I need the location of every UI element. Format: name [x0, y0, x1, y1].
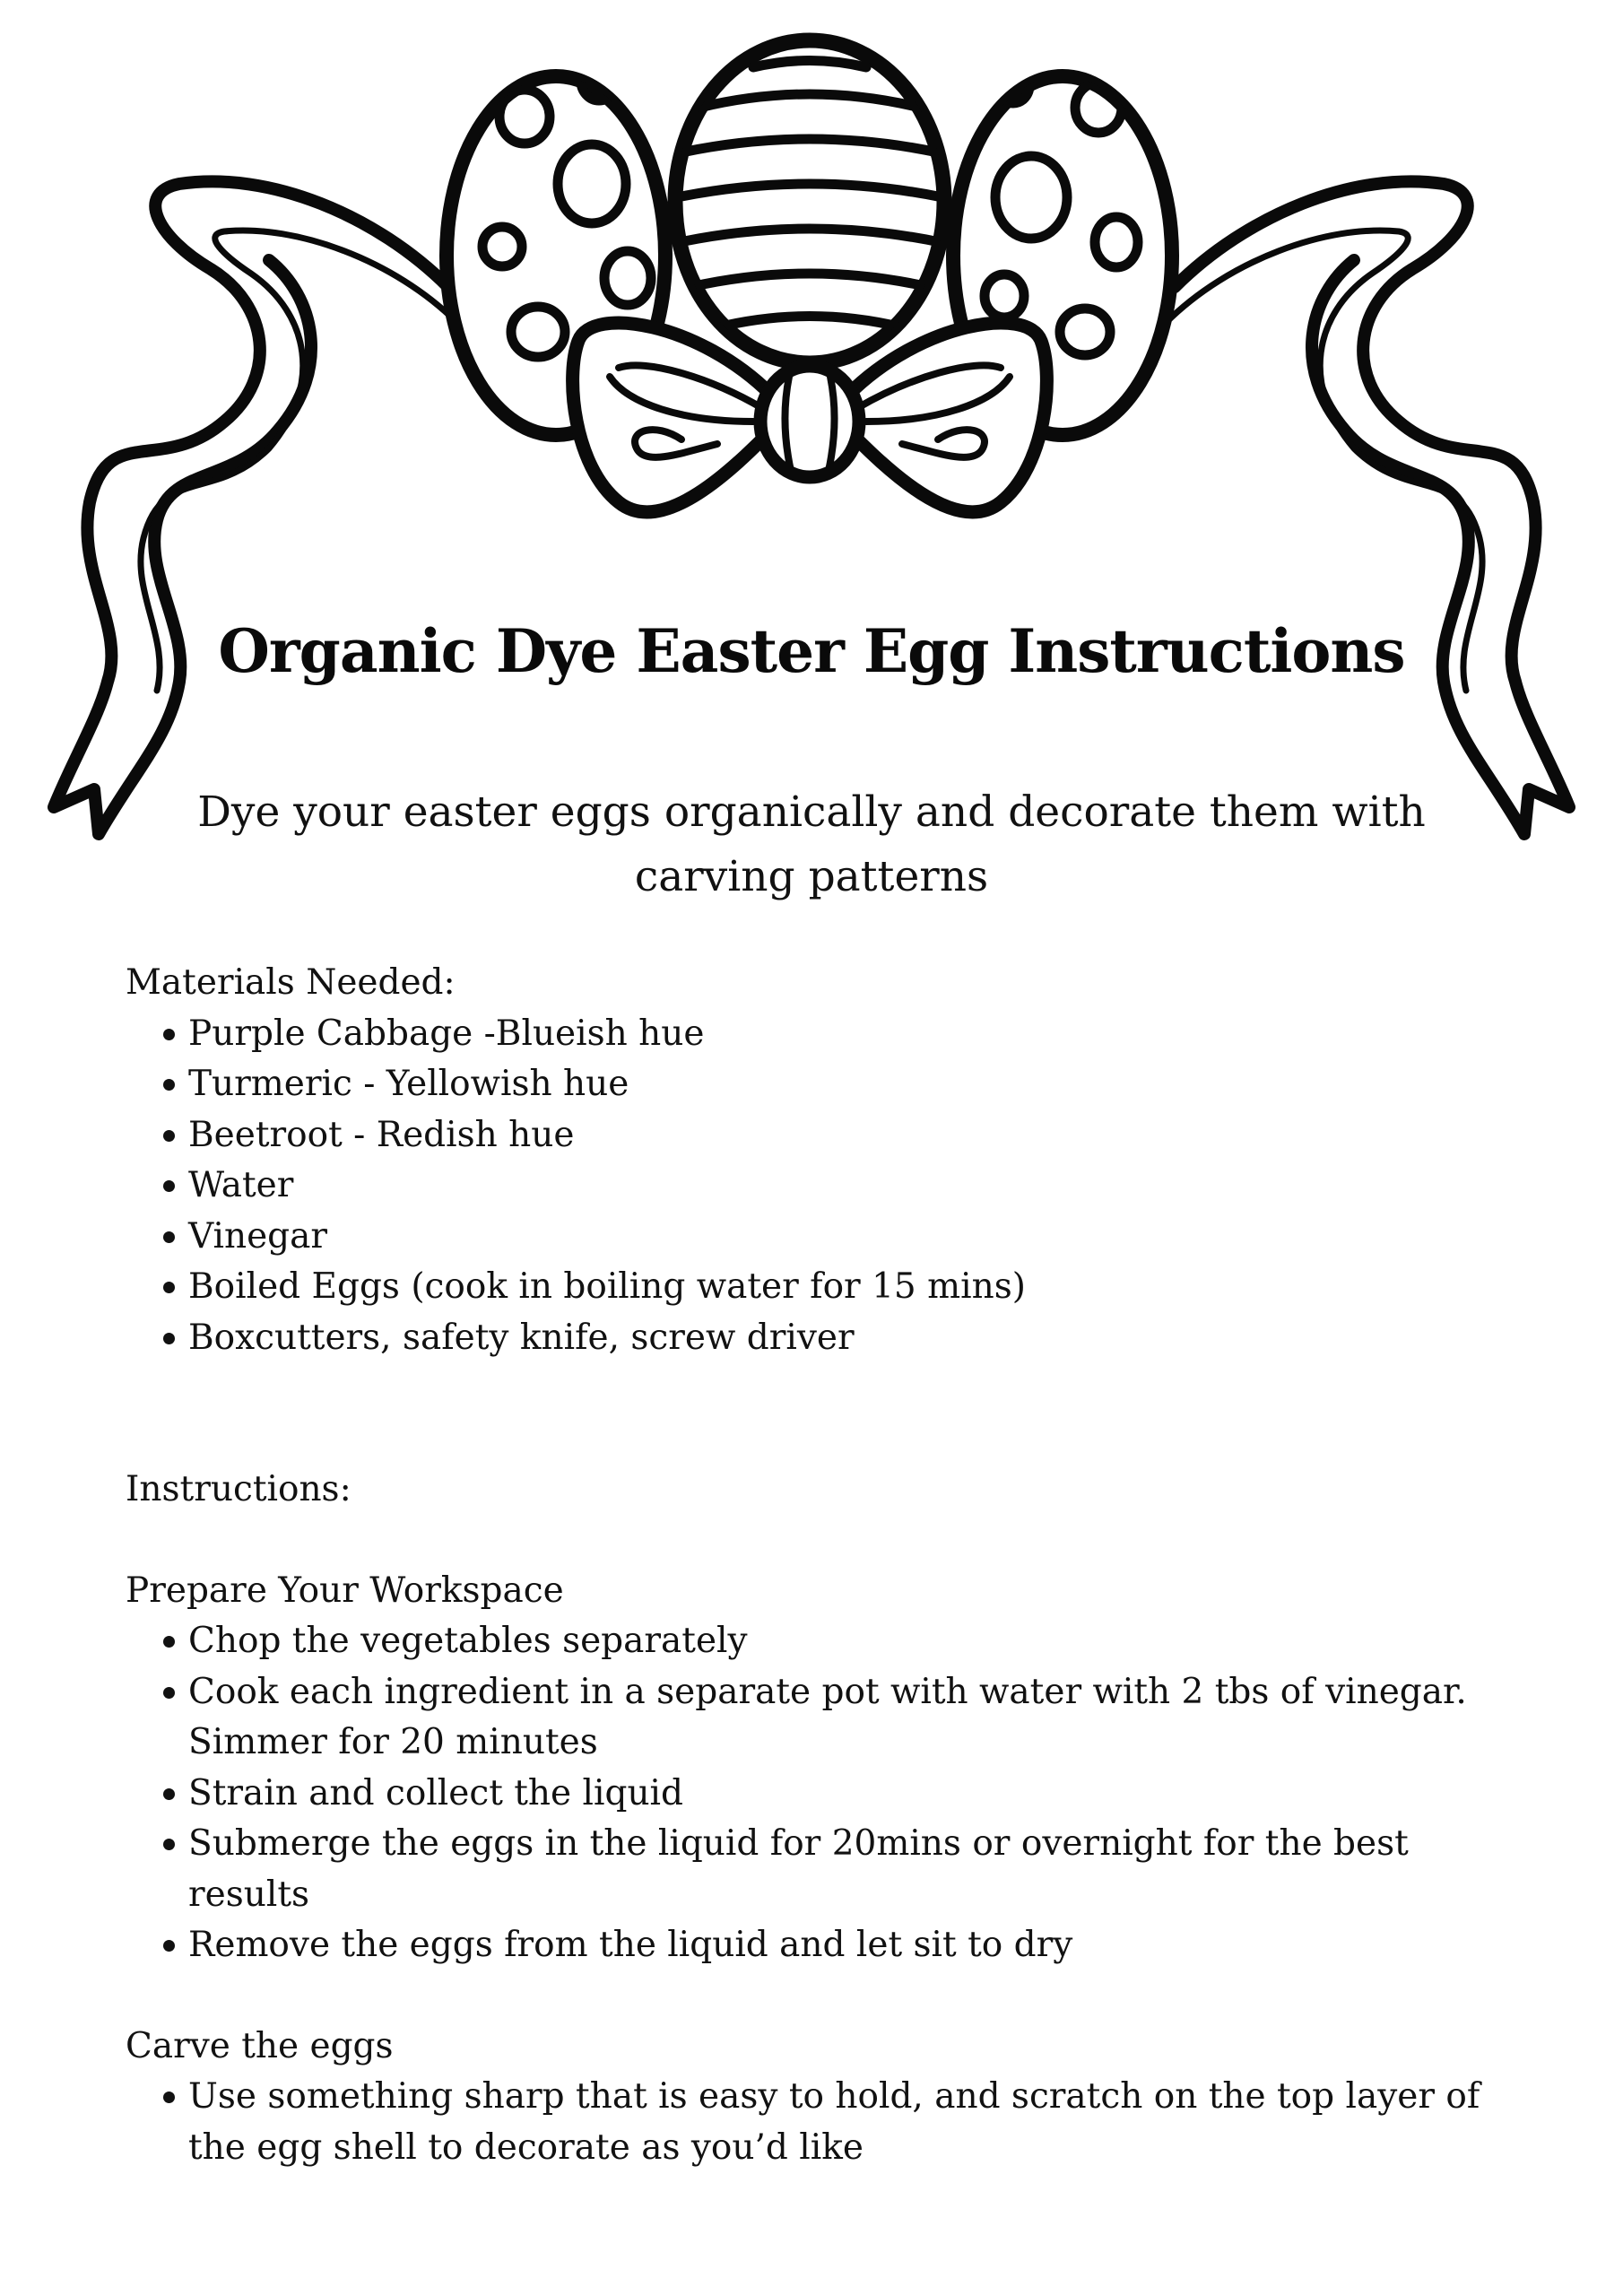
page-subtitle: Dye your easter eggs organically and decorate them with carving patterns — [197, 787, 1426, 901]
prepare-step: Submerge the eggs in the liquid for 20mins or overnight for the best results — [126, 1819, 1524, 1920]
left-ribbon — [54, 181, 457, 834]
carve-step: Use something sharp that is easy to hold, and scratch on the top layer of the egg shell to decorate as you’d like — [126, 2072, 1524, 2173]
prepare-step: Chop the vegetables separately — [126, 1616, 1524, 1667]
materials-item: Purple Cabbage -Blueish hue — [126, 1009, 1524, 1060]
prepare-step: Remove the eggs from the liquid and let sit to dry — [126, 1920, 1524, 1971]
spacer — [126, 1363, 1524, 1465]
materials-item: Turmeric - Yellowish hue — [126, 1059, 1524, 1110]
materials-item: Beetroot - Redish hue — [126, 1110, 1524, 1161]
right-ribbon — [1166, 181, 1569, 834]
materials-item: Water — [126, 1161, 1524, 1212]
prepare-workspace-list — [126, 1616, 1524, 1971]
middle-striped-egg — [675, 40, 944, 363]
materials-heading: Materials Needed: — [126, 962, 456, 1003]
materials-list — [126, 1009, 1524, 1364]
materials-item: Boiled Eggs (cook in boiling water for 15 mins) — [126, 1262, 1524, 1313]
prepare-workspace-heading: Prepare Your Workspace — [126, 1570, 564, 1611]
page-title: Organic Dye Easter Egg Instructions — [218, 616, 1405, 686]
spacer — [126, 1971, 1524, 2022]
document-body — [126, 958, 1524, 2173]
prepare-step: Cook each ingredient in a separate pot with water with 2 tbs of vinegar. Simmer for 20 minutes — [126, 1667, 1524, 1769]
materials-item: Vinegar — [126, 1212, 1524, 1263]
spacer — [126, 1516, 1524, 1566]
prepare-step: Strain and collect the liquid — [126, 1769, 1524, 1820]
carve-eggs-list — [126, 2072, 1524, 2173]
carve-eggs-heading: Carve the eggs — [126, 2025, 394, 2066]
instructions-heading: Instructions: — [126, 1469, 352, 1509]
materials-item: Boxcutters, safety knife, screw driver — [126, 1313, 1524, 1364]
easter-eggs-illustration — [0, 0, 1623, 879]
